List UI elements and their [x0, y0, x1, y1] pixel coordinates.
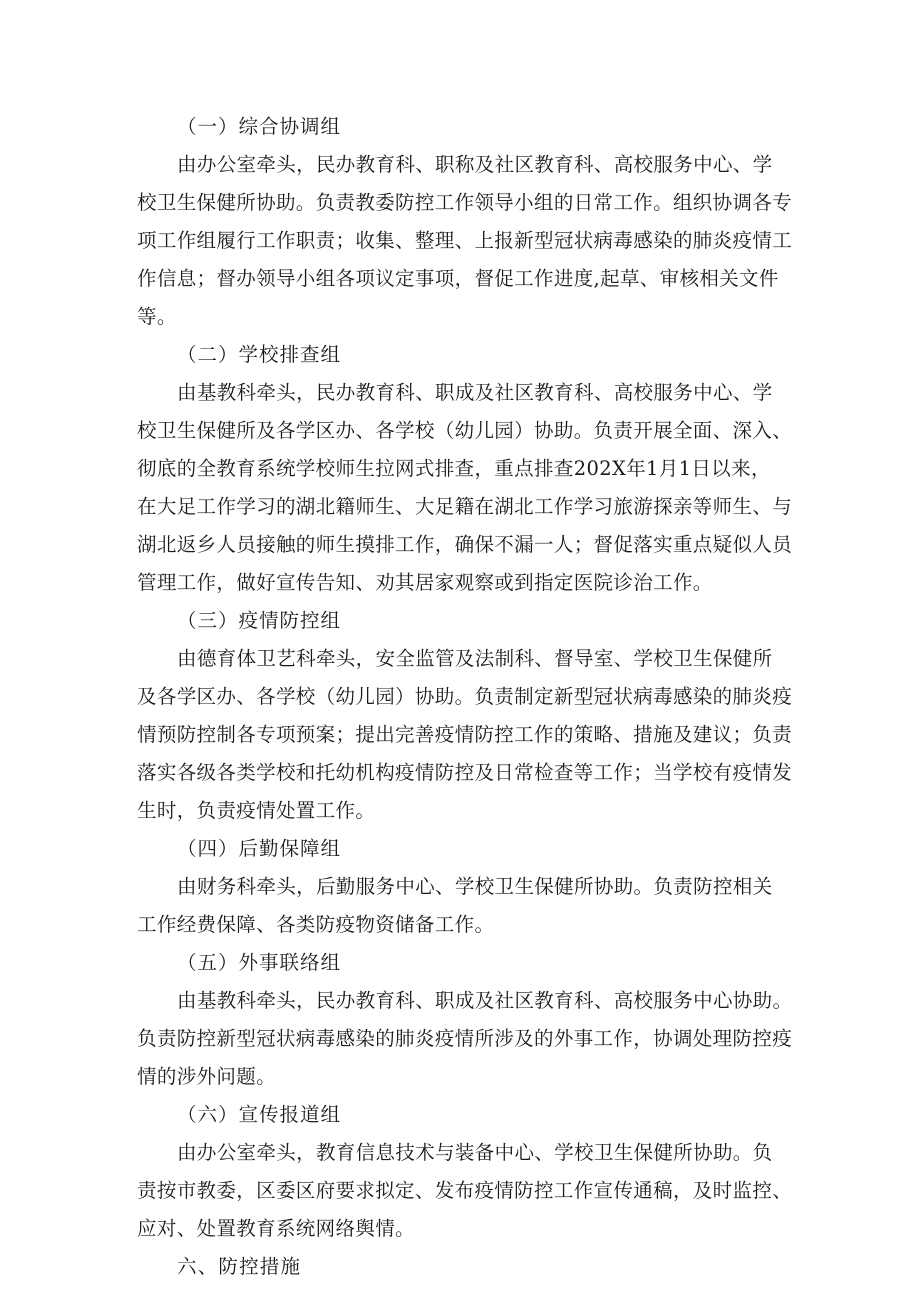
paragraph-line: 项工作组履行工作职责；收集、整理、上报新型冠状病毒感染的肺炎疫情工 [137, 229, 793, 252]
paragraph-line: 由财务科牵头，后勤服务中心、学校卫生保健所协助。负责防控相关 [177, 875, 773, 898]
paragraph-line: 工作经费保障、各类防疫物资储备工作。 [137, 913, 495, 936]
paragraph-line: 由德育体卫艺科牵头，安全监管及法制科、督导室、学校卫生保健所 [177, 647, 773, 670]
paragraph-line: 由基教科牵头，民办教育科、职成及社区教育科、高校服务中心、学 [177, 381, 773, 404]
paragraph-line: 等。 [137, 305, 177, 328]
paragraph-line: 情的涉外问题。 [137, 1065, 276, 1088]
heading-epidemic-control-group: （三）疫情防控组 [177, 609, 342, 632]
paragraph-line: 由办公室牵头，教育信息技术与装备中心、学校卫生保健所协助。负 [177, 1141, 773, 1164]
paragraph-line: 湖北返乡人员接触的师生摸排工作，确保不漏一人；督促落实重点疑似人员 [137, 533, 793, 556]
paragraph-line: 落实各级各类学校和托幼机构疫情防控及日常检查等工作；当学校有疫情发 [137, 761, 793, 784]
paragraph-line: 应对、处置教育系统网络舆情。 [137, 1217, 415, 1240]
section-heading-prevention-measures: 六、防控措施 [177, 1255, 302, 1278]
paragraph-line: 责按市教委，区委区府要求拟定、发布疫情防控工作宣传通稿，及时监控、 [137, 1179, 793, 1202]
paragraph-line: 生时，负责疫情处置工作。 [137, 799, 376, 822]
heading-coordination-group: （一）综合协调组 [177, 115, 342, 138]
heading-publicity-group: （六）宣传报道组 [177, 1103, 342, 1126]
paragraph-line: 管理工作，做好宣传告知、劝其居家观察或到指定医院诊治工作。 [137, 571, 713, 594]
paragraph-line: 由基教科牵头，民办教育科、职成及社区教育科、高校服务中心协助。 [177, 989, 793, 1012]
paragraph-line: 作信息；督办领导小组各项议定事项，督促工作进度,起草、审核相关文件 [137, 267, 779, 290]
paragraph-line: 彻底的全教育系统学校师生拉网式排查，重点排查202X年1月1日以来， [137, 457, 771, 480]
paragraph-line: 由办公室牵头，民办教育科、职称及社区教育科、高校服务中心、学 [177, 153, 773, 176]
heading-logistics-group: （四）后勤保障组 [177, 837, 342, 860]
heading-school-screening-group: （二）学校排查组 [177, 343, 342, 366]
paragraph-line: 负责防控新型冠状病毒感染的肺炎疫情所涉及的外事工作，协调处理防控疫 [137, 1027, 793, 1050]
paragraph-line: 校卫生保健所及各学区办、各学校（幼儿园）协助。负责开展全面、深入、 [137, 419, 793, 442]
heading-foreign-affairs-group: （五）外事联络组 [177, 951, 342, 974]
paragraph-line: 及各学区办、各学校（幼儿园）协助。负责制定新型冠状病毒感染的肺炎疫 [137, 685, 793, 708]
paragraph-line: 情预防控制各专项预案；提出完善疫情防控工作的策略、措施及建议；负责 [137, 723, 793, 746]
paragraph-line: 校卫生保健所协助。负责教委防控工作领导小组的日常工作。组织协调各专 [137, 191, 793, 214]
paragraph-line: 在大足工作学习的湖北籍师生、大足籍在湖北工作学习旅游探亲等师生、与 [137, 495, 793, 518]
